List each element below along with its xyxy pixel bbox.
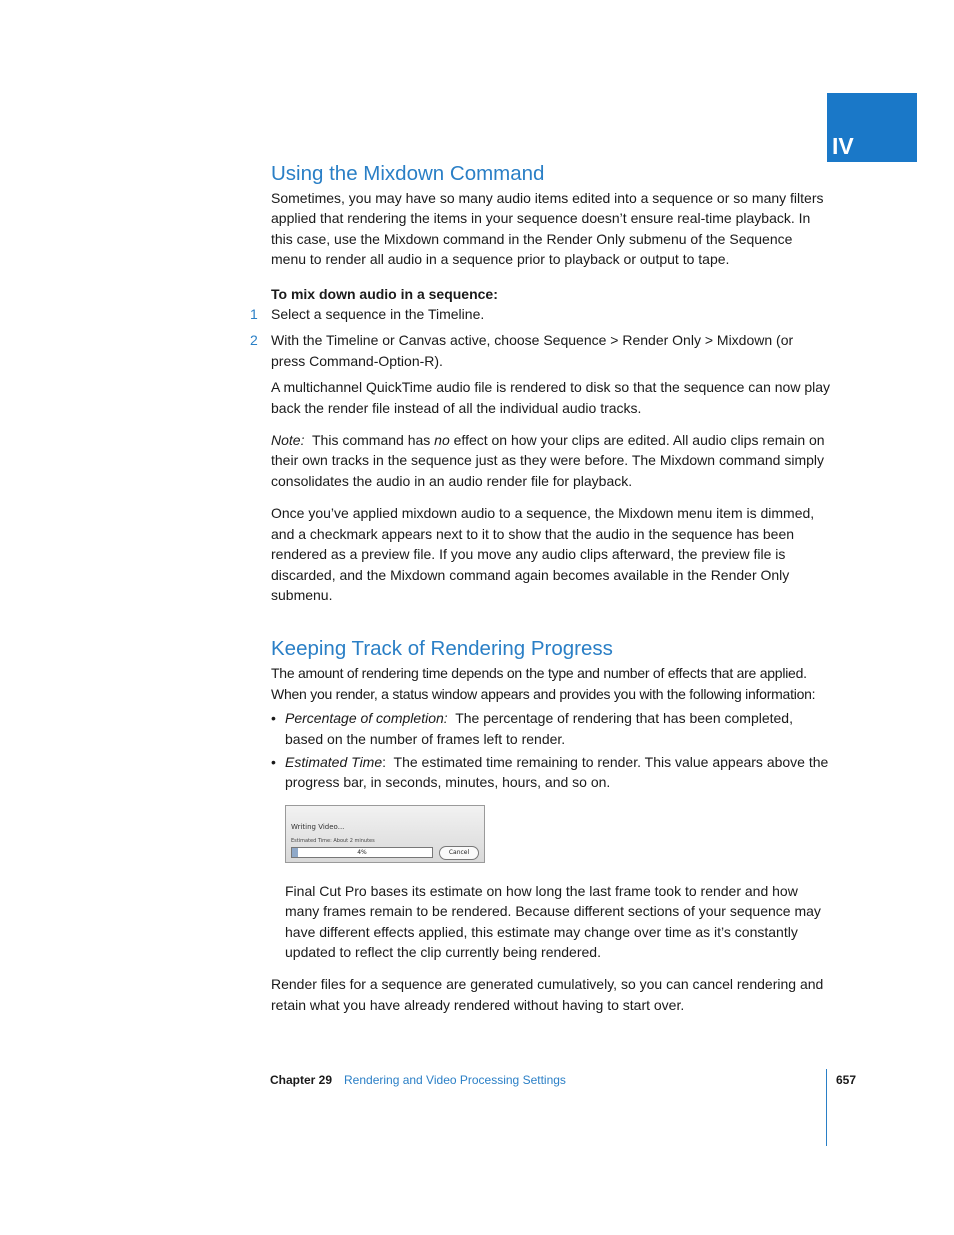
bullet-term: Percentage of completion: xyxy=(285,710,448,727)
part-tab xyxy=(827,93,917,162)
info-bullets xyxy=(271,708,831,793)
bullet-term: Estimated Time xyxy=(285,753,383,770)
cancel-button[interactable]: Cancel xyxy=(439,846,479,860)
progress-closing: Render files for a sequence are generated cumulatively, so you can cancel rendering and retain what you have already rendered without having to start over. xyxy=(271,976,824,1013)
note-emphasis: no xyxy=(434,432,450,449)
note-text-before: This command has xyxy=(312,432,431,449)
bullet-item xyxy=(271,752,831,793)
bullet-marker: • xyxy=(271,710,276,727)
step-result: A multichannel QuickTime audio file is rendered to disk so that the sequence can now play back the render file instead of all the individual audio tracks. xyxy=(271,379,831,416)
page-content xyxy=(250,160,831,1015)
progress-percent: 4% xyxy=(357,848,367,856)
note-text-after: effect on how your clips are edited. All audio clips remain on their own tracks in the sequence just as they were before. The Mixdown command simply consolidates the audio in an audio render file for playback. xyxy=(271,432,825,489)
footer-chapter-title: Rendering and Video Processing Settings xyxy=(344,1073,566,1087)
render-status-window xyxy=(285,805,485,863)
step-number: 1 xyxy=(250,306,258,323)
step-text: Select a sequence in the Timeline. xyxy=(271,306,485,323)
section-heading-progress: Keeping Track of Rendering Progress xyxy=(271,637,613,661)
step-number: 2 xyxy=(250,332,258,349)
status-estimate: Estimated Time: About 2 minutes xyxy=(291,837,375,844)
bullet-marker: • xyxy=(271,753,276,770)
mixdown-closing: Once you’ve applied mixdown audio to a sequence, the Mixdown menu item is dimmed, and a checkmark appears next to it to show that the audio in the sequence has been rendered as a preview file. If you move any audio clips afterward, the preview file is discarded, and the Mixdown command again becomes available in the Render Only submenu. xyxy=(271,505,815,603)
bullet-separator: : xyxy=(382,753,387,770)
note-paragraph xyxy=(271,430,831,491)
bullet-text: The percentage of rendering that has been completed, based on the number of frames left to render. xyxy=(285,710,793,747)
mixdown-intro: Sometimes, you may have so many audio items edited into a sequence or so many filters applied that rendering the items in your sequence doesn’t ensure real-time playback. In this case, use the Mixdown command in the Render Only submenu of the Sequence menu to render all audio in a sequence prior to playback or output to tape. xyxy=(271,190,824,268)
bullet-text: The estimated time remaining to render. This value appears above the progress bar, in seconds, minutes, hours, and so on. xyxy=(285,753,829,791)
part-tab-label: IV xyxy=(832,133,854,159)
bullet-item xyxy=(271,708,831,749)
status-title: Writing Video... xyxy=(291,822,345,831)
page-number: 657 xyxy=(836,1073,857,1087)
procedure-steps xyxy=(250,304,831,371)
footer-chapter: Chapter 29 xyxy=(270,1073,333,1087)
section-heading-mixdown: Using the Mixdown Command xyxy=(271,162,545,185)
footer-divider xyxy=(826,1069,827,1146)
progress-bar xyxy=(291,847,433,858)
procedure-title: To mix down audio in a sequence: xyxy=(271,285,498,302)
note-label: Note: xyxy=(271,432,305,449)
step-item xyxy=(250,330,831,371)
progress-intro: The amount of rendering time depends on the type and number of effects that are applied. When you render, a status window appears and provides you with the following information: xyxy=(271,665,816,702)
estimate-explanation: Final Cut Pro bases its estimate on how long the last frame took to render and how many frames remain to be rendered. Because different sections of your sequence may have different effects applied, this estimate may change over time as it’s constantly updated to reflect the clip currently being rendered. xyxy=(285,882,821,960)
step-text: With the Timeline or Canvas active, choose Sequence > Render Only > Mixdown (or press Command-Option-R). xyxy=(271,332,794,369)
step-item xyxy=(250,304,831,324)
